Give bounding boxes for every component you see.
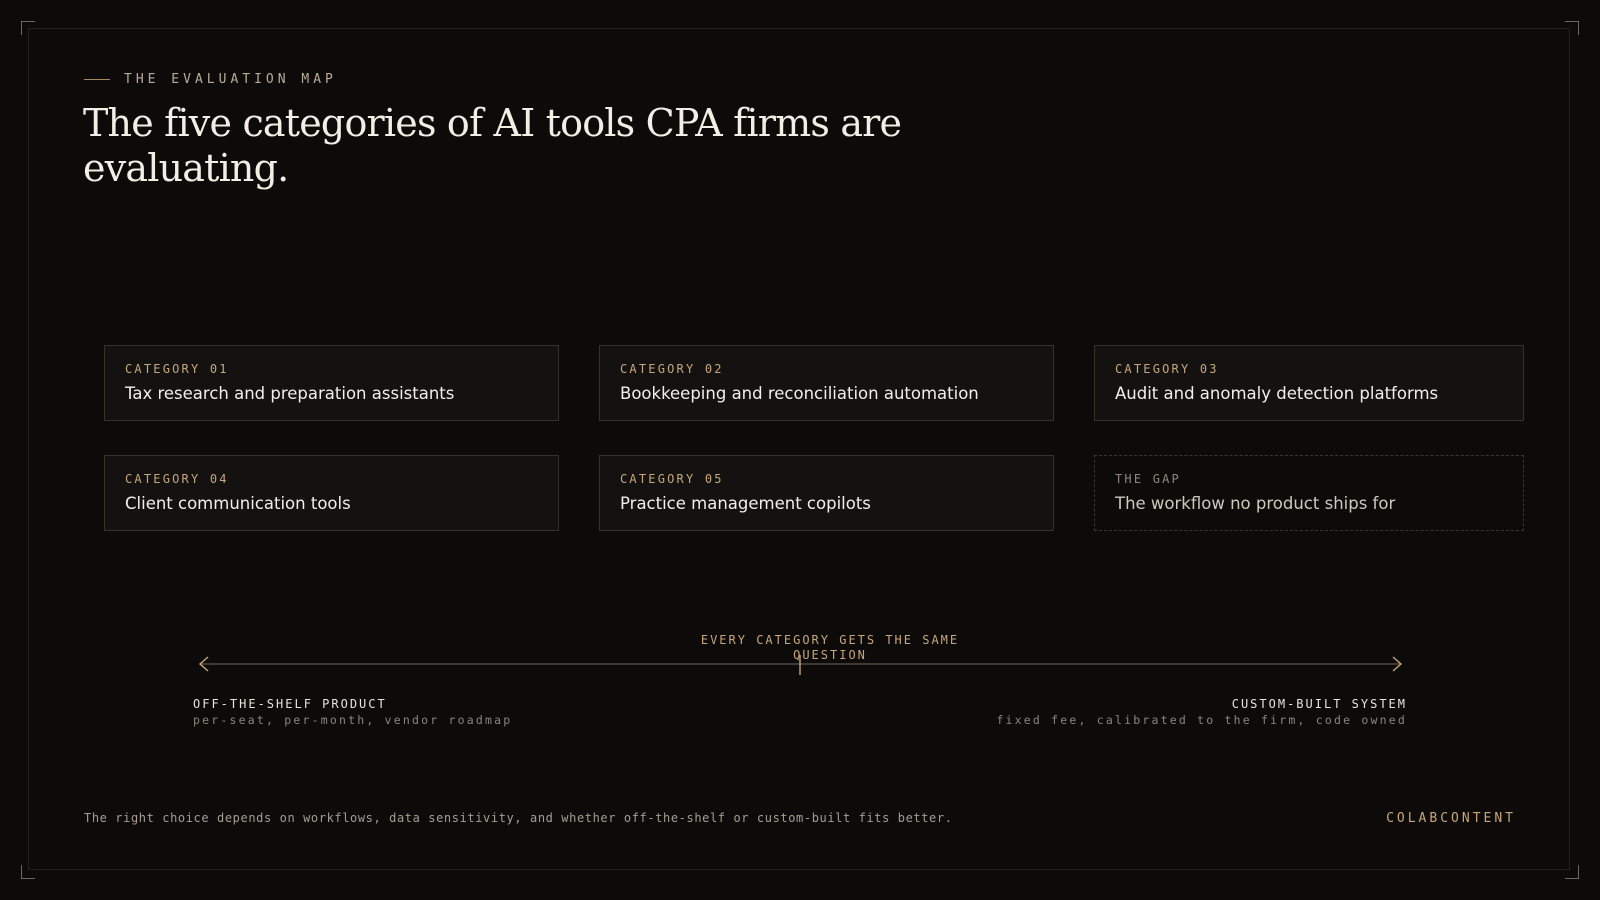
category-kicker: CATEGORY 03 [1115,362,1219,376]
category-card-05 [599,455,1054,531]
corner-mark-bottom-right [1565,865,1579,879]
corner-mark-top-left [21,21,35,35]
footer-note: The right choice depends on workflows, data sensitivity, and whether off-the-shelf or custom-built fits better. [84,811,953,825]
spectrum-axis [196,655,1406,675]
category-kicker: CATEGORY 05 [620,472,724,486]
category-name: Client communication tools [125,494,351,513]
category-kicker: CATEGORY 04 [125,472,229,486]
spectrum-right-title: CUSTOM-BUILT SYSTEM [1231,697,1407,711]
spectrum-left-title: OFF-THE-SHELF PRODUCT [193,697,387,711]
category-card-02 [599,345,1054,421]
category-card-01 [104,345,559,421]
spectrum-left-end [193,696,512,728]
category-name: Audit and anomaly detection platforms [1115,384,1439,403]
spectrum-left-sub: per-seat, per-month, vendor roadmap [193,713,513,727]
category-name: Tax research and preparation assistants [125,384,455,403]
eyebrow-rule [84,79,110,80]
page-title: The five categories of AI tools CPA firms are evaluating. [83,101,902,190]
category-card-04 [104,455,559,531]
category-name: Bookkeeping and reconciliation automation [620,384,979,403]
category-kicker: CATEGORY 01 [125,362,229,376]
spectrum-right-sub: fixed fee, calibrated to the firm, code owned [996,713,1407,727]
eyebrow-text: THE EVALUATION MAP [124,72,337,87]
gap-kicker: THE GAP [1115,472,1181,486]
gap-card [1094,455,1524,531]
gap-name: The workflow no product ships for [1115,494,1396,513]
category-kicker: CATEGORY 02 [620,362,724,376]
spectrum-center-label: EVERY CATEGORY GETS THE SAME QUESTION [700,633,960,662]
eyebrow [84,72,337,87]
spectrum-right-end [996,696,1407,728]
category-card-03 [1094,345,1524,421]
brand-wordmark: COLABCONTENT [1386,811,1516,826]
category-name: Practice management copilots [620,494,871,513]
corner-mark-bottom-left [21,865,35,879]
corner-mark-top-right [1565,21,1579,35]
